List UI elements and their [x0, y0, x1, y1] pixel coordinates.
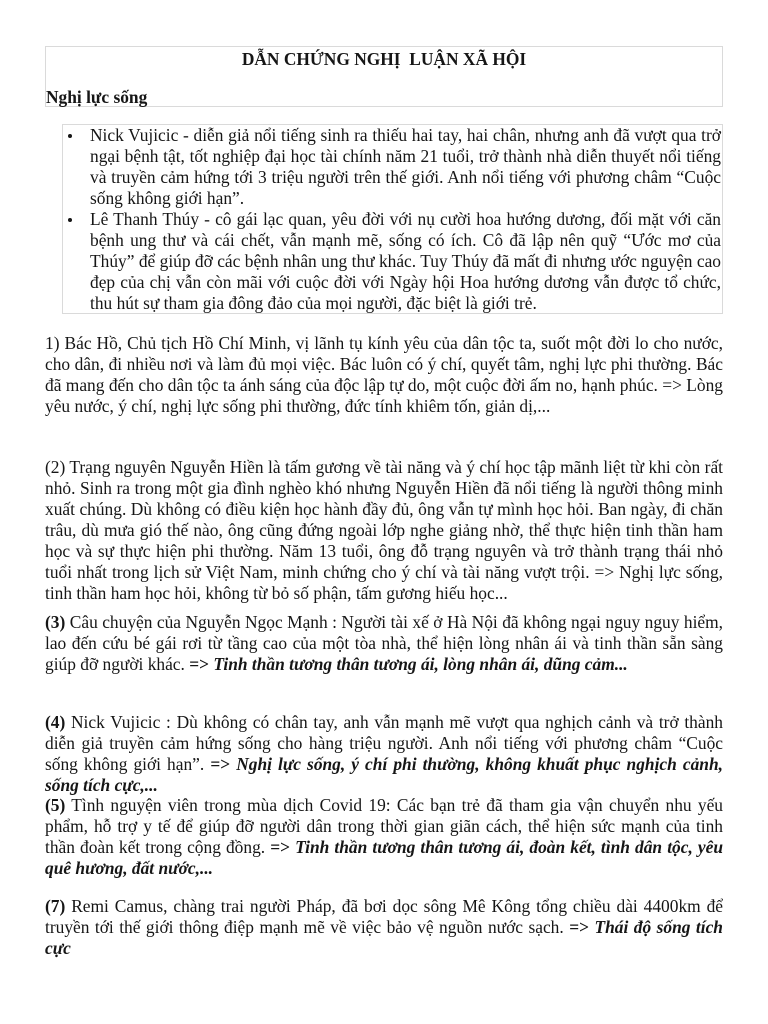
list-item	[63, 125, 722, 209]
arrow-marker: =>	[210, 754, 231, 774]
list-item	[63, 209, 722, 314]
bullet-icon	[68, 218, 72, 222]
paragraph-7	[45, 896, 723, 959]
list-item-text: Nick Vujicic - diễn giả nổi tiếng sinh ra thiếu hai tay, hai chân, nhưng anh đã vượt qua trở ngại bệnh tật, tốt nghiệp đại học tài chính năm 21 tuổi, trở thành nhà diễn thuyết nổi tiếng và truyền cảm hứng tới 3 triệu người trên thế giới. Anh nổi tiếng với phương châm “Cuộc sống không giới hạn”.	[90, 125, 721, 208]
list-item-text: Lê Thanh Thúy - cô gái lạc quan, yêu đời với nụ cười hoa hướng dương, đối mặt với căn bệnh ung thư và cái chết, vẫn mạnh mẽ, sống có ích. Cô đã lập nên quỹ “Ước mơ của Thúy” để giúp đỡ các bệnh nhân ung thư khác. Tuy Thúy đã mất đi nhưng ước nguyện cao đẹp của chị vẫn còn mãi với cuộc đời với Ngày hội Hoa hướng dương vẫn được tổ chức, thu hút sự tham gia đông đảo của mọi người, đặc biệt là giới trẻ.	[90, 209, 721, 313]
document-title: DẪN CHỨNG NGHỊ LUẬN XÃ HỘI	[241, 49, 527, 69]
paragraph-conclusion: Nghị lực sống, ý chí phi thường, không khuất phục nghịch cảnh, sống tích cực,...	[45, 754, 723, 795]
paragraph-conclusion: Tinh thần tương thân tương ái, đoàn kết, tình dân tộc, yêu quê hương, đất nước,...	[45, 837, 723, 878]
bullet-list	[63, 125, 722, 314]
paragraph-5	[45, 795, 723, 879]
paragraph-3	[45, 612, 723, 675]
paragraph-body: Câu chuyện của Nguyễn Ngọc Mạnh : Người tài xế ở Hà Nội đã không ngại nguy nguy hiểm, lao đến cứu bé gái rơi từ tầng cao của một tòa nhà, thể hiện lòng nhân ái và tinh thần sẵn sàng giúp đỡ người khác.	[45, 612, 723, 674]
paragraph-body: Remi Camus, chàng trai người Pháp, đã bơi dọc sông Mê Kông tổng chiều dài 4400km để truyền tới thế giới thông điệp mạnh mẽ về việc bảo vệ nguồn nước sạch.	[45, 896, 723, 937]
arrow-marker: =>	[569, 917, 590, 937]
arrow-marker: =>	[189, 654, 210, 674]
paragraph-number: (7)	[45, 896, 66, 916]
paragraph-conclusion: Thái độ sống tích cực	[45, 917, 723, 958]
bullet-icon	[68, 134, 72, 138]
paragraph-1: 1) Bác Hồ, Chủ tịch Hồ Chí Minh, vị lãnh tụ kính yêu của dân tộc ta, suốt một đời lo cho nước, cho dân, đi nhiều nơi và làm đủ mọi việc. Bác luôn có ý chí, quyết tâm, nghị lực phi thường. Bác đã mang đến cho dân tộc ta ánh sáng của độc lập tự do, một cuộc đời ấm no, hạnh phúc. => Lòng yêu nước, ý chí, nghị lực sống phi thường, đức tính khiêm tốn, giản dị,...	[45, 333, 723, 416]
bullet-box	[62, 124, 723, 314]
arrow-marker: =>	[270, 837, 291, 857]
paragraph-number: (5)	[45, 795, 66, 815]
title-box	[45, 46, 723, 107]
paragraph-4	[45, 712, 723, 796]
paragraph-number: (3)	[45, 612, 66, 632]
paragraph-number: (4)	[45, 712, 66, 732]
paragraph-body: Nick Vujicic : Dù không có chân tay, anh vẫn mạnh mẽ vượt qua nghịch cảnh và trở thành diễn giả truyền cảm hứng sống cho hàng triệu người. Anh nổi tiếng với phương châm “Cuộc sống không giới hạn”.	[45, 712, 723, 774]
paragraph-conclusion: Tinh thần tương thân tương ái, lòng nhân ái, dũng cảm...	[213, 654, 628, 674]
paragraph-body: Tình nguyện viên trong mùa dịch Covid 19: Các bạn trẻ đã tham gia vận chuyển nhu yếu phẩm, hỗ trợ y tế để giúp đỡ người dân trong thời gian giãn cách, thể hiện sức mạnh của tinh thần đoàn kết trong cộng đồng.	[45, 795, 723, 857]
section-heading: Nghị lực sống	[46, 87, 148, 107]
paragraph-2: (2) Trạng nguyên Nguyễn Hiền là tấm gương về tài năng và ý chí học tập mãnh liệt từ khi còn rất nhỏ. Sinh ra trong một gia đình nghèo khó nhưng Nguyễn Hiền đã nổi tiếng là người thông minh xuất chúng. Dù không có điều kiện học hành đầy đủ, ông vẫn tự mình học hỏi. Ban ngày, đi chăn trâu, dù mưa gió thế nào, ông cũng đứng ngoài lớp nghe giảng nhờ, thể thực hiện tinh thần ham học và sự thực hiện phi thường. Năm 13 tuổi, ông đỗ trạng nguyên và trở thành trạng thái nhỏ tuổi nhất trong lịch sử Việt Nam, minh chứng cho ý chí và tài năng vượt trội. => Nghị lực sống, tinh thần ham học hỏi, không từ bỏ số phận, tấm gương hiếu học...	[45, 457, 723, 603]
